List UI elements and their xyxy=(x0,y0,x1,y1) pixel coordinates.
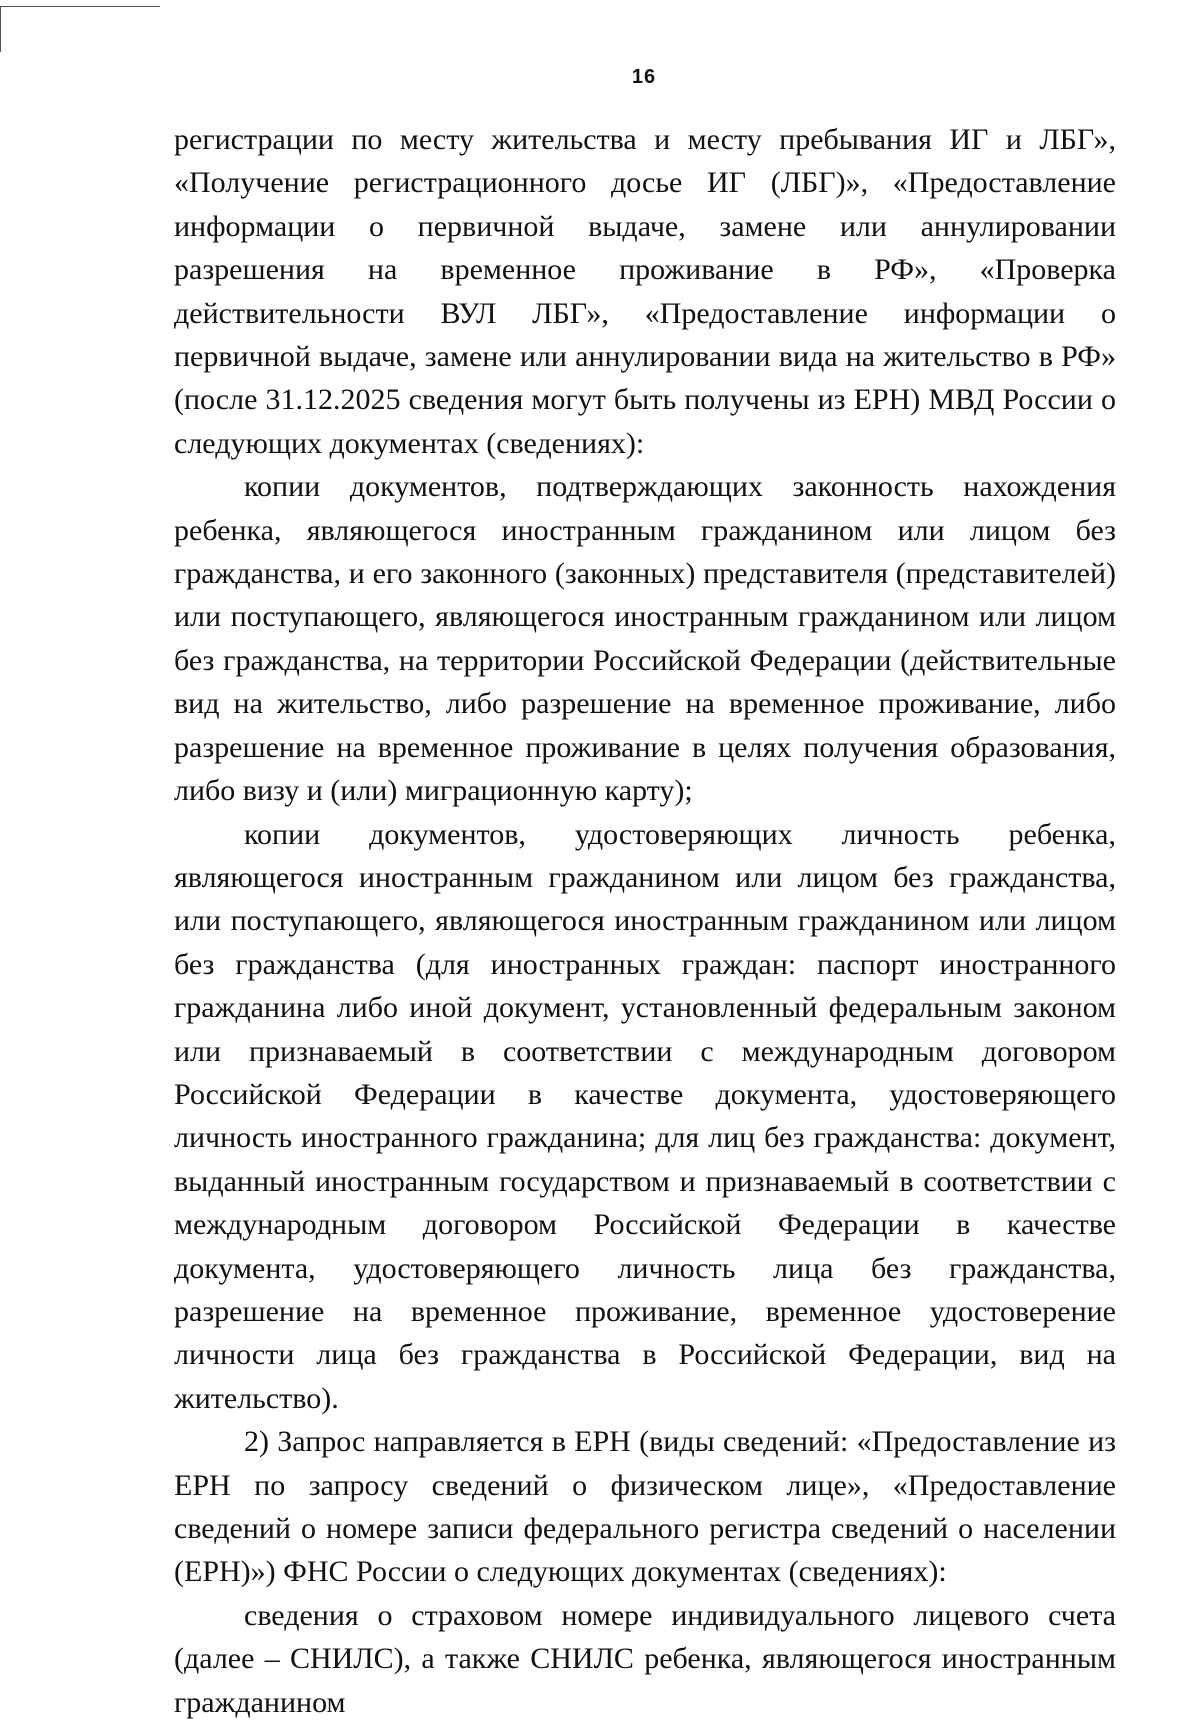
page-number: 16 xyxy=(631,66,657,88)
paragraph-legal-stay-documents: копии документов, подтверждающих законность нахождения ребенка, являющегося иностранным гражданином или лицом без гражданства, и его законного (законных) представителя (представителей) или поступающего, являющегося иностранным гражданином или лицом без гражданства, на территории Российской Федерации (действительные вид на жительство, либо разрешение на временное проживание, либо разрешение на временное проживание в целях получения образования, либо визу и (или) миграционную карту); xyxy=(174,470,1116,808)
paragraph-snils-info: сведения о страховом номере индивидуального лицевого счета (далее – СНИЛС), а также СНИЛС ребенка, являющегося иностранным гражданином xyxy=(174,1598,1116,1719)
scan-corner-mark-horizontal xyxy=(0,6,160,7)
paragraph-identity-documents: копии документов, удостоверяющих личность ребенка, являющегося иностранным гражданином или лицом без гражданства, или поступающего, являющегося иностранным гражданином или лицом без гражданства (для иностранных граждан: паспорт иностранного гражданина либо иной документ, установленный федеральным законом или признаваемый в соответствии с международным договором Российской Федерации в качестве документа, удостоверяющего личность иностранного гражданина; для лиц без гражданства: документ, выданный иностранным государством и признаваемый в соответствии с международным договором Российской Федерации в качестве документа, удостоверяющего личность лица без гражданства, разрешение на временное проживание, временное удостоверение личности лица без гражданства в Российской Федерации, вид на жительство). xyxy=(174,817,1116,1415)
paragraph-continuation-mvd-request: регистрации по месту жительства и месту пребывания ИГ и ЛБГ», «Получение регистрационного досье ИГ (ЛБГ)», «Предоставление информации о первичной выдаче, замене или аннулировании разрешения на временное проживание в РФ», «Проверка действительности ВУЛ ЛБГ», «Предоставление информации о первичной выдаче, замене или аннулировании вида на жительство в РФ» (после 31.12.2025 сведения могут быть получены из ЕРН) МВД России о следующих документах (сведениях): xyxy=(174,123,1116,460)
paragraph-ern-request: 2) Запрос направляется в ЕРН (виды сведений: «Предоставление из ЕРН по запросу сведений о физическом лице», «Предоставление сведений о номере записи федерального регистра сведений о населении (ЕРН)») ФНС России о следующих документах (сведениях): xyxy=(174,1425,1116,1589)
scan-corner-mark-vertical xyxy=(0,6,1,52)
document-body xyxy=(174,118,1116,1724)
